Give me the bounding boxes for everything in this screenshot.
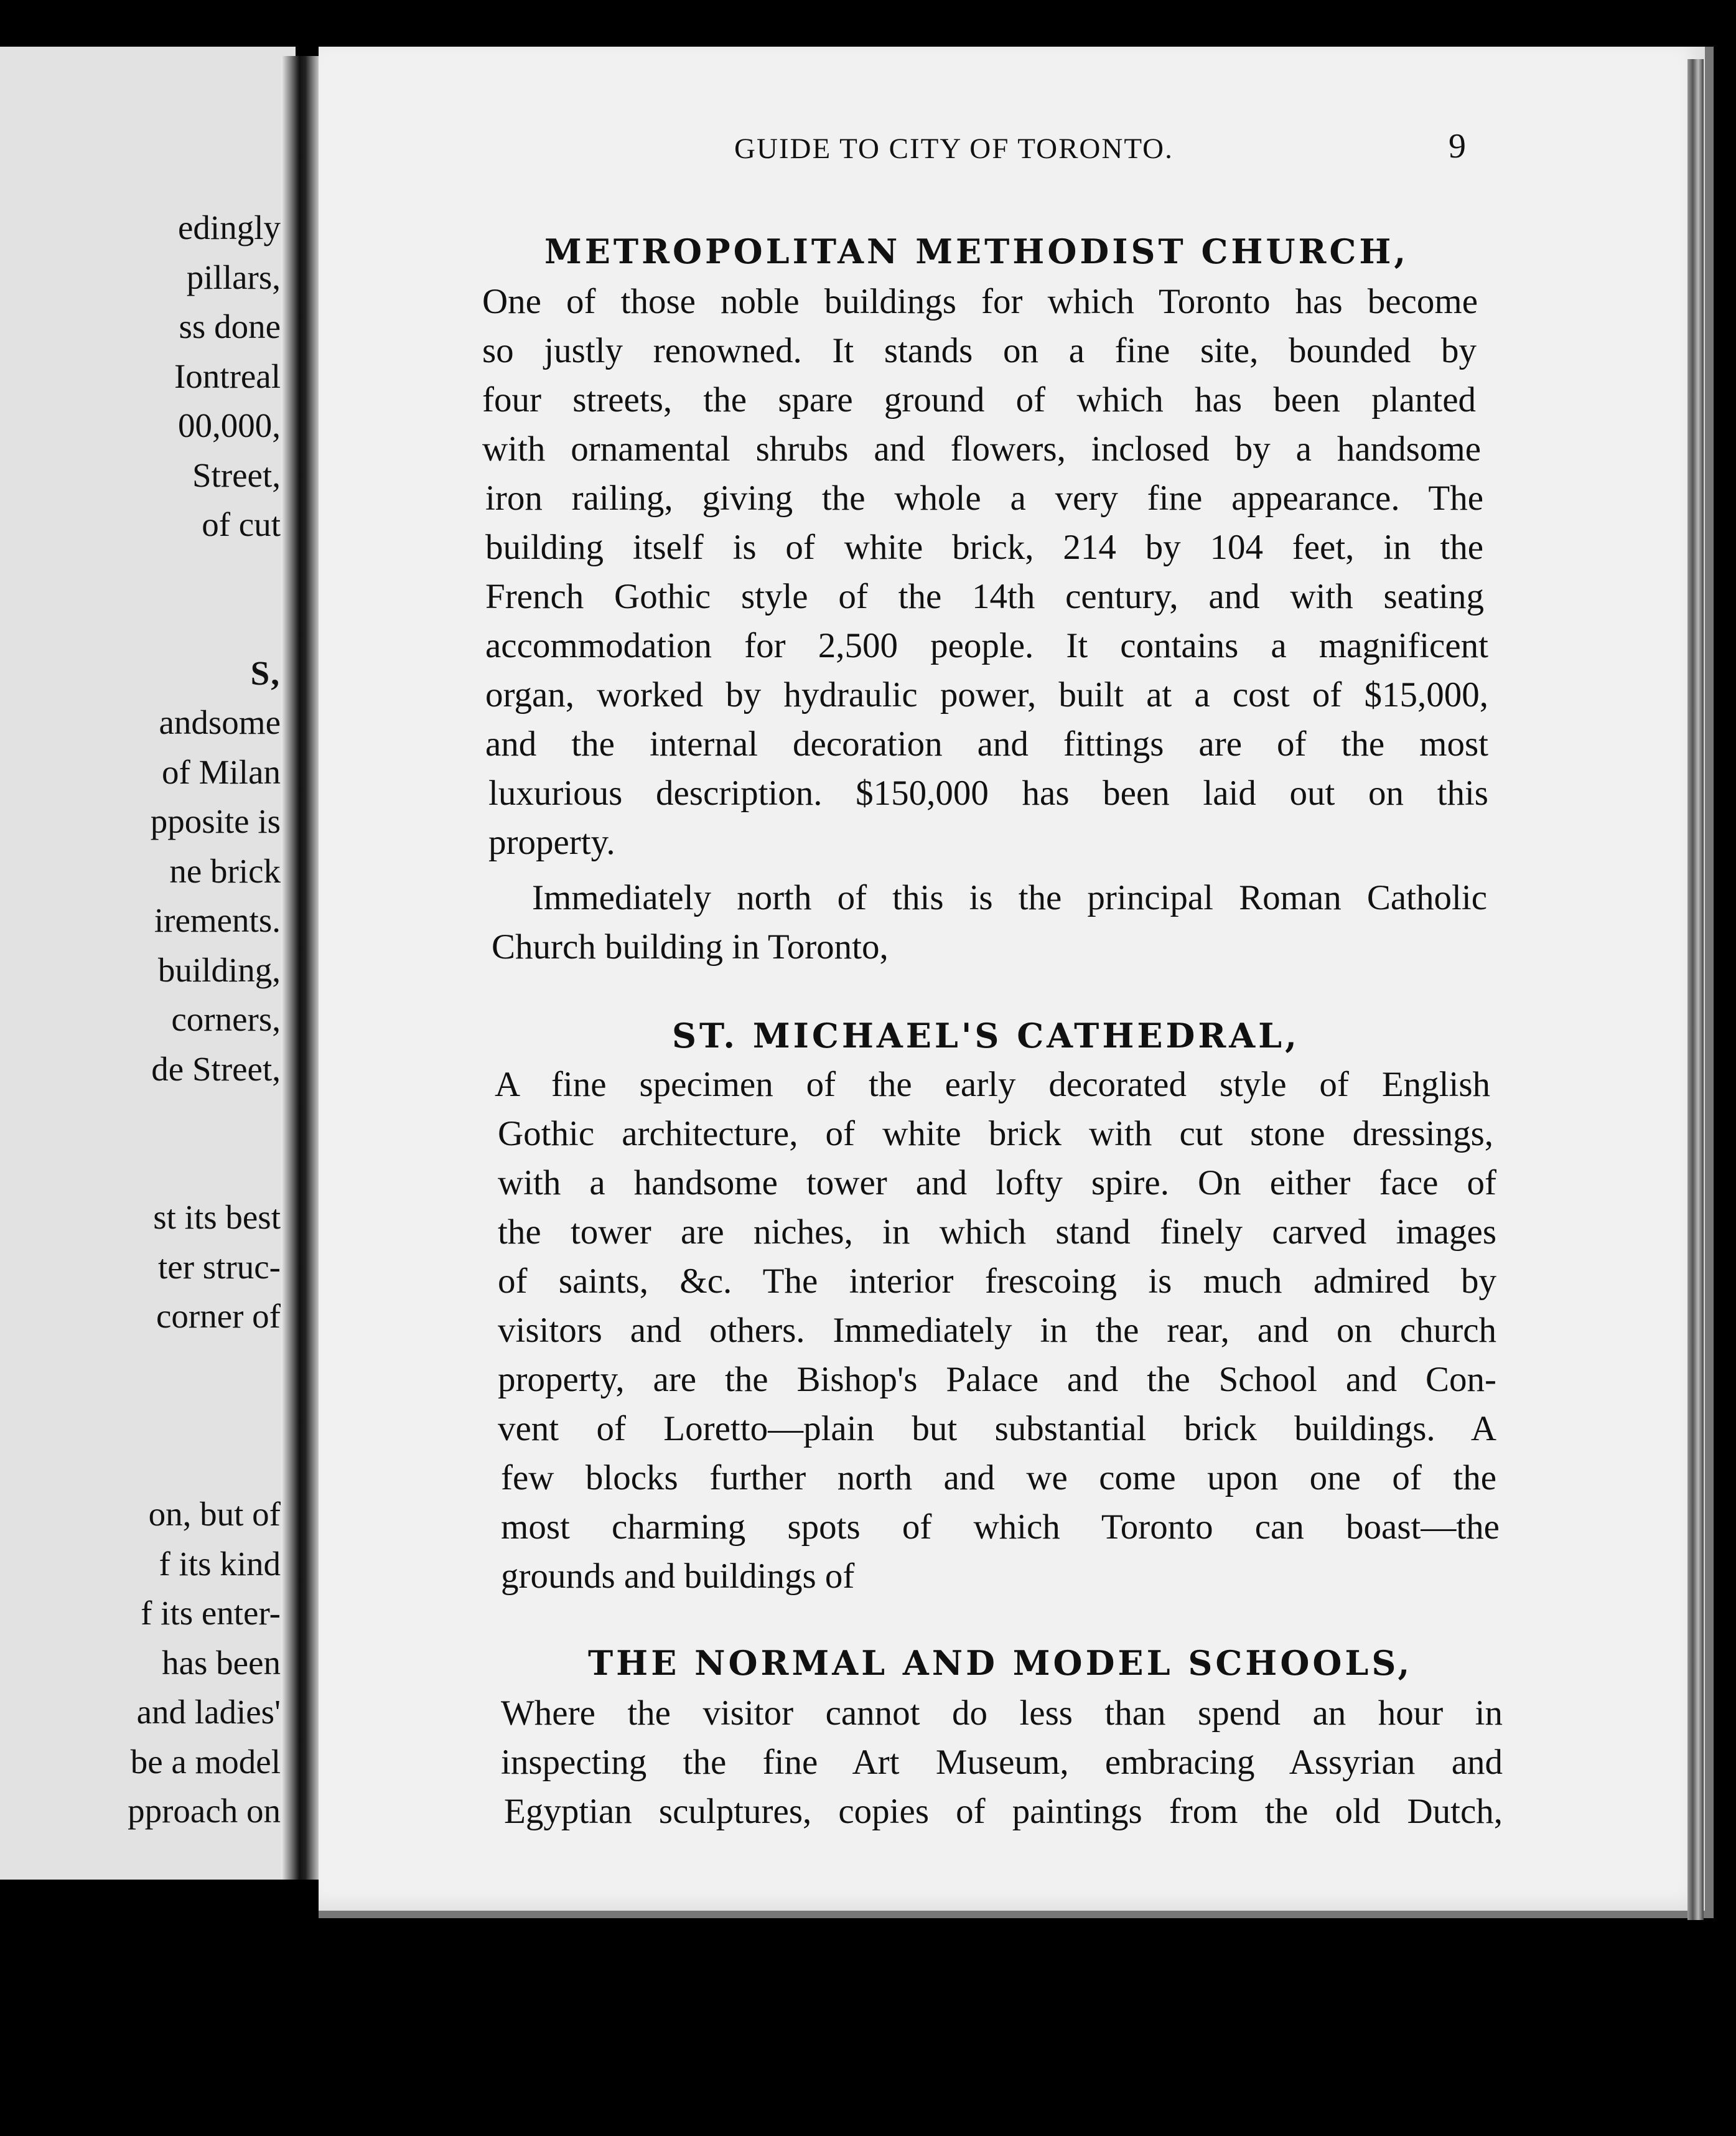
text-line: Immediately north of this is the principal Roman Catholic [532, 878, 1487, 917]
left-page-line: Street, [192, 456, 281, 494]
text-line: inspecting the fine Art Museum, embracing Assyrian and [501, 1743, 1503, 1782]
left-page-line: has been [162, 1643, 281, 1682]
text-line: so justly renowned. It stands on a fine site, bounded by [482, 331, 1477, 370]
left-page-line: corner of [156, 1297, 281, 1335]
left-page-line: of Milan [162, 752, 281, 791]
left-page-line: ss done [179, 307, 281, 345]
text-line: grounds and buildings of [501, 1557, 855, 1596]
left-page-line: S, [250, 653, 281, 692]
book-gutter [281, 56, 322, 1880]
text-line: of saints, &c. The interior frescoing is much admired by [498, 1262, 1496, 1301]
left-page-line: building, [157, 950, 281, 989]
left-page-line: andsome [159, 703, 281, 741]
left-page-line: and ladies' [136, 1693, 281, 1731]
left-page-line: f its kind [159, 1544, 281, 1583]
text-line: building itself is of white brick, 214 by 104 feet, in the [485, 528, 1483, 567]
text-line: French Gothic style of the 14th century, and with seating [485, 577, 1484, 616]
right-page [319, 47, 1714, 1918]
left-page-line: Iontreal [174, 357, 281, 395]
left-page-line: of cut [202, 505, 281, 543]
text-line: the tower are niches, in which stand finely carved images [498, 1212, 1496, 1252]
text-line: Where the visitor cannot do less than spend an hour in [501, 1693, 1503, 1733]
text-line: vent of Loretto—plain but substantial brick buildings. A [498, 1409, 1496, 1448]
left-page-line: pillars, [186, 258, 281, 296]
left-page-line: pproach on [128, 1792, 281, 1830]
text-line: Gothic architecture, of white brick with cut stone dressings, [498, 1114, 1493, 1153]
left-page-line: be a model [130, 1742, 281, 1781]
text-line: property. [488, 823, 615, 862]
section-heading: METROPOLITAN METHODIST CHURCH, [544, 232, 1409, 271]
page-edge [1687, 59, 1704, 1920]
left-page-line: f its enter- [141, 1594, 281, 1632]
left-page-line: pposite is [150, 802, 281, 840]
text-line: few blocks further north and we come upon one of the [501, 1458, 1496, 1497]
left-page-line: de Street, [151, 1049, 281, 1088]
running-head: GUIDE TO CITY OF TORONTO. [734, 133, 1174, 165]
text-line: with ornamental shrubs and flowers, inclosed by a handsome [482, 429, 1481, 469]
left-page-line: ne brick [169, 851, 281, 890]
left-page-line: edingly [178, 208, 281, 246]
text-line: One of those noble buildings for which Toronto has become [482, 282, 1478, 321]
left-page-line: st its best [153, 1198, 281, 1236]
text-line: organ, worked by hydraulic power, built at a cost of $15,000, [485, 675, 1488, 714]
text-line: with a handsome tower and lofty spire. On either face of [498, 1163, 1496, 1202]
text-line: most charming spots of which Toronto can boast—the [501, 1507, 1500, 1547]
text-line: accommodation for 2,500 people. It contains a magnificent [485, 626, 1488, 665]
text-line: Church building in Toronto, [492, 927, 889, 967]
text-line: Egyptian sculptures, copies of paintings from the old Dutch, [504, 1792, 1503, 1831]
left-page-line: irements. [154, 901, 281, 939]
left-page-line: on, but of [148, 1495, 281, 1533]
text-line: A fine specimen of the early decorated style of English [495, 1065, 1490, 1104]
text-line: and the internal decoration and fittings are of the most [485, 724, 1488, 764]
text-line: visitors and others. Immediately in the rear, and on church [498, 1311, 1496, 1350]
text-line: luxurious description. $150,000 has been laid out on this [488, 774, 1488, 813]
left-page-line: 00,000, [178, 406, 281, 444]
text-line: four streets, the spare ground of which has been planted [482, 380, 1476, 419]
left-page-line: corners, [171, 1000, 281, 1038]
text-line: iron railing, giving the whole a very fine appearance. The [485, 479, 1483, 518]
text-line: property, are the Bishop's Palace and the School and Con- [498, 1360, 1496, 1399]
left-page [0, 47, 296, 1880]
left-page-line: ter struc- [158, 1247, 281, 1286]
section-heading: ST. MICHAEL'S CATHEDRAL, [672, 1016, 1300, 1056]
page-number: 9 [1449, 127, 1466, 166]
section-heading: THE NORMAL AND MODEL SCHOOLS, [588, 1643, 1413, 1683]
